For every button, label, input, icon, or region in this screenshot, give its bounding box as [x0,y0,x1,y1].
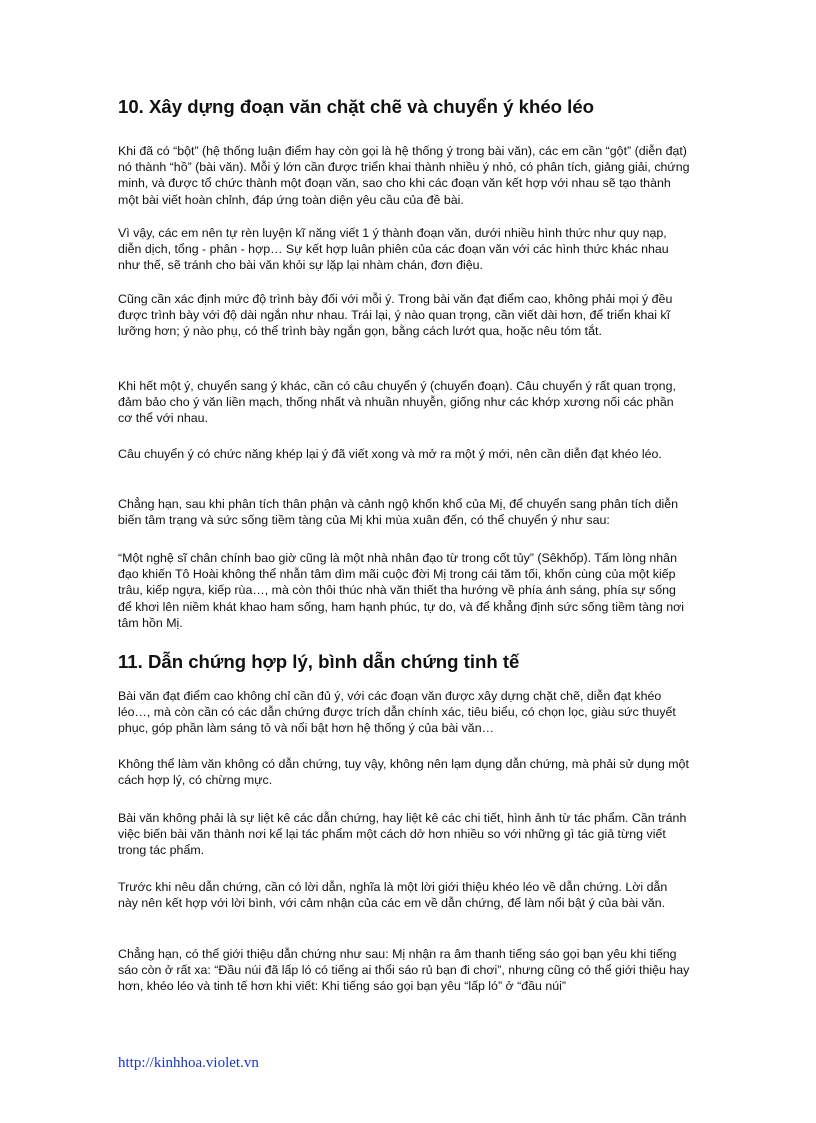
section-11-paragraph-1: Bài văn đạt điểm cao không chỉ cần đủ ý, với các đoạn văn được xây dựng chặt chẽ, diễn đạt khéo léo…, mà còn cần có các dẫn chứng được trích dẫn chính xác, tiêu biểu, có chọn lọc, giàu sức thuyết phục, góp phần làm sáng tỏ và nổi bật hơn hệ thống ý của bài văn… [118,689,676,736]
section-10-heading: 10. Xây dựng đoạn văn chặt chẽ và chuyển ý khéo léo [118,96,595,117]
section-11-paragraph-5: Chẳng hạn, có thể giới thiệu dẫn chứng như sau: Mị nhận ra âm thanh tiếng sáo gọi bạn yêu khi tiếng sáo còn ở rất xa: “Đầu núi đã lấp ló có tiếng ai thổi sáo rủ bạn đi chơi”, nhưng cũng có thể giới thiệu hay hơn, khéo léo và tinh tế hơn khi viết: Khi tiếng sáo gọi bạn yêu “lấp ló” ở “đầu núi” [118,947,690,994]
section-10-paragraph-5: Câu chuyển ý có chức năng khép lại ý đã viết xong và mở ra một ý mới, nên cần diễn đạt khéo léo. [118,447,662,461]
section-10-quote-paragraph: “Một nghệ sĩ chân chính bao giờ cũng là một nhà nhân đạo từ trong cốt tủy” (Sêkhốp). Tấm lòng nhân đạo khiến Tô Hoài không thể nhẫn tâm dìm mãi cuộc đời Mị trong cái tăm tối, khốn cùng của một kiếp trâu, kiếp ngựa, kiếp rùa…, mà còn thôi thúc nhà văn thiết tha hướng về phía ánh sáng, phía sự sống để khơi lên niềm khát khao ham sống, ham hạnh phúc, tự do, và để khẳng định sức sống tiềm tàng nơi tâm hồn Mị. [118,551,684,630]
section-11-paragraph-2: Không thể làm văn không có dẫn chứng, tuy vậy, không nên lạm dụng dẫn chứng, mà phải sử dụng một cách hợp lý, có chừng mực. [118,757,689,788]
section-10-paragraph-4: Khi hết một ý, chuyển sang ý khác, cần có câu chuyển ý (chuyển đoạn). Câu chuyển ý rất quan trọng, đảm bảo cho ý văn liền mạch, thống nhất và nhuần nhuyễn, giống như các khớp xương nối các phần cơ thể với nhau. [118,379,676,426]
footer-link[interactable]: http://kinhhoa.violet.vn [118,1055,259,1071]
section-11-heading: 11. Dẫn chứng hợp lý, bình dẫn chứng tinh tế [118,651,520,672]
section-11-paragraph-3: Bài văn không phải là sự liệt kê các dẫn chứng, hay liệt kê các chi tiết, hình ảnh từ tác phẩm. Cần tránh việc biến bài văn thành nơi kể lại tác phẩm một cách dở hơn nhiều so với những gì tác giả từng viết trong tác phẩm. [118,811,687,858]
section-10-paragraph-3: Cũng cần xác định mức độ trình bày đối với mỗi ý. Trong bài văn đạt điểm cao, không phải mọi ý đều được trình bày với độ dài ngắn như nhau. Trái lại, ý nào quan trọng, cần viết dài hơn, để triển khai kĩ lưỡng hơn; ý nào phụ, có thể trình bày ngắn gọn, bằng cách lướt qua, hoặc nêu tóm tắt. [118,292,673,339]
section-11-paragraph-4: Trước khi nêu dẫn chứng, cần có lời dẫn, nghĩa là một lời giới thiệu khéo léo về dẫn chứng. Lời dẫn này nên kết hợp với lời bình, với cảm nhận của các em về dẫn chứng, để làm nổi bật ý của bài văn. [118,880,668,911]
section-10-paragraph-2: Vì vậy, các em nên tự rèn luyện kĩ năng viết 1 ý thành đoạn văn, dưới nhiều hình thức như quy nạp, diễn dịch, tổng - phân - hợp… Sự kết hợp luân phiên của các đoạn văn với các hình thức khác nhau như thế, sẽ tránh cho bài văn khỏi sự lặp lại nhàm chán, đơn điệu. [118,226,669,273]
section-10-paragraph-1: Khi đã có “bột” (hệ thống luận điểm hay còn gọi là hệ thống ý trong bài văn), các em cần “gột” (diễn đạt) nó thành “hồ” (bài văn). Mỗi ý lớn cần được triển khai thành nhiều ý nhỏ, có phân tích, giảng giải, chứng minh, và được tổ chức thành một đoạn văn, sao cho khi các đoạn văn kết hợp với nhau sẽ tạo thành một bài viết hoàn chỉnh, đáp ứng toàn diện yêu cầu của đề bài. [118,144,690,207]
section-10-paragraph-6: Chẳng hạn, sau khi phân tích thân phận và cảnh ngộ khốn khổ của Mị, để chuyển sang phân tích diễn biến tâm trạng và sức sống tiềm tàng của Mị khi mùa xuân đến, có thể chuyển ý như sau: [118,497,679,528]
